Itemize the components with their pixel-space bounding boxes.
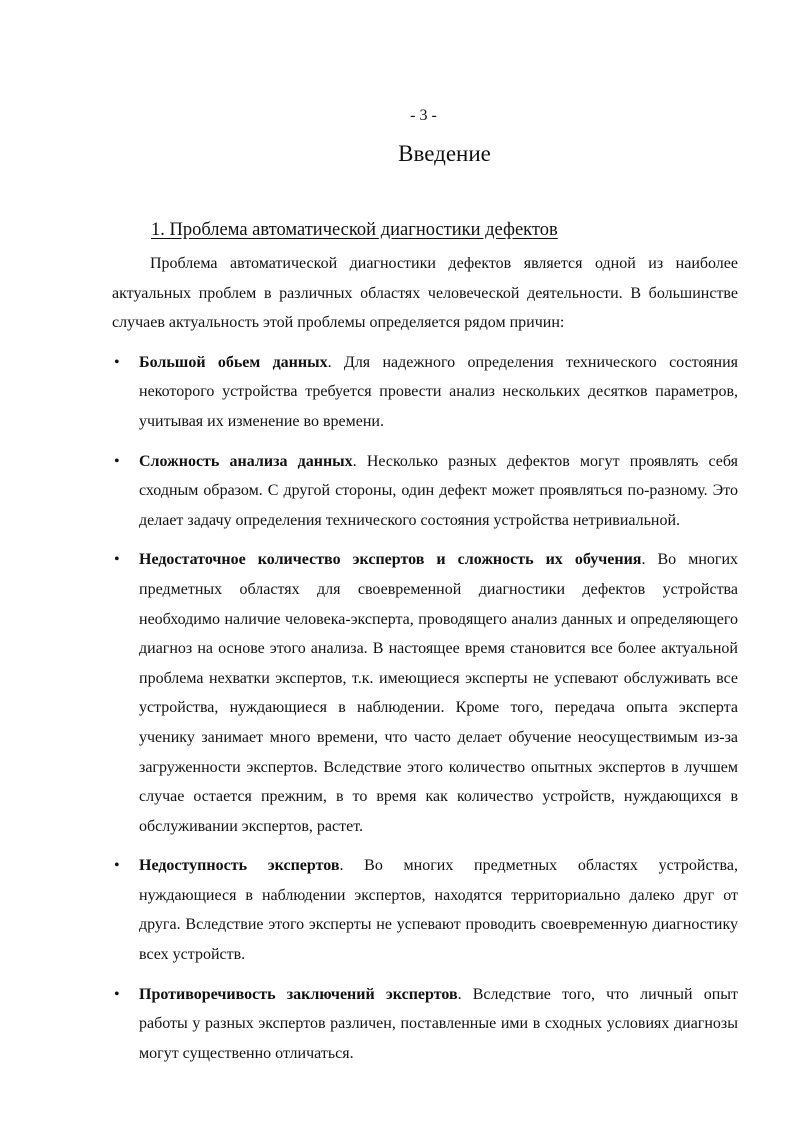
bullet-text: . Несколько разных дефектов могут проявлять себя сходным образом. С другой стороны, один дефект может проявляться по-разному. Это делает задачу определения технического состояния устройства нетривиальной. xyxy=(139,452,738,529)
document-title: Введение xyxy=(398,141,491,166)
bullet-text: . Для надежного определения технического состояния некоторого устройства требуется провести анализ нескольких десятков параметров, учитывая их изменение во времени. xyxy=(139,353,738,430)
bullet-term: Недостаточное количество экспертов и сложность их обучения xyxy=(139,551,642,569)
reasons-list xyxy=(112,348,738,1069)
bullet-icon: • xyxy=(114,857,120,875)
list-item xyxy=(112,545,738,841)
page-number: - 3 - xyxy=(410,107,437,124)
section-heading: 1. Проблема автоматической диагностики дефектов xyxy=(151,220,558,240)
bullet-term: Противоречивость заключений экспертов xyxy=(139,985,458,1003)
list-item xyxy=(112,851,738,969)
bullet-text: . Вследствие того, что личный опыт работы у разных экспертов различен, поставленные ими в сходных условиях диагнозы могут существенно отличаться. xyxy=(139,985,739,1062)
section-body xyxy=(112,249,738,1068)
bullet-icon: • xyxy=(114,551,120,569)
bullet-text: . Во многих предметных областях для своевременной диагностики дефектов устройства необходимо наличие человека-эксперта, проводящего анализ данных и определяющего диагноз на основе этого анализа. В настоящее время становится все более актуальной проблема нехватки экспертов, т.к. имеющиеся эксперты не успевают обслуживать все устройства, нуждающиеся в наблюдении. Кроме того, передача опыта эксперта ученику занимает много времени, что часто делает обучение неосуществимым из-за загруженности экспертов. Вследствие этого количество опытных экспертов в лучшем случае остается прежним, в то время как количество устройств, нуждающихся в обслуживании экспертов, растет. xyxy=(139,551,738,835)
bullet-icon: • xyxy=(114,985,120,1003)
list-item xyxy=(112,980,738,1069)
bullet-term: Сложность анализа данных xyxy=(139,452,353,470)
bullet-text: . Во многих предметных областях устройства, нуждающиеся в наблюдении экспертов, находятся территориально далеко друг от друга. Вследствие этого эксперты не успевают проводить своевременную диагностику всех устройств. xyxy=(139,857,738,964)
bullet-term: Большой обьем данных xyxy=(139,353,328,371)
intro-paragraph: Проблема автоматической диагностики дефектов является одной из наиболее актуальных проблем в различных областях человеческой деятельности. В большинстве случаев актуальность этой проблемы определяется рядом причин: xyxy=(112,255,738,332)
bullet-icon: • xyxy=(114,452,120,470)
list-item xyxy=(112,348,738,437)
bullet-term: Недоступность экспертов xyxy=(139,857,340,875)
list-item xyxy=(112,447,738,536)
bullet-icon: • xyxy=(114,353,120,371)
